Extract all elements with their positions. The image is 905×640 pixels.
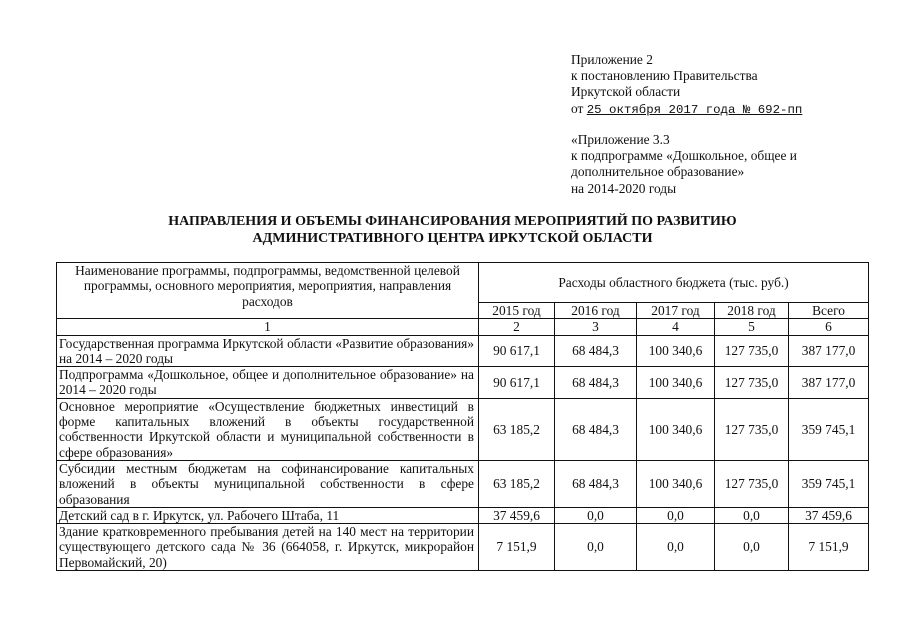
table-row	[57, 367, 869, 399]
row-name: Детский сад в г. Иркутск, ул. Рабочего Штаба, 11	[57, 507, 479, 523]
sub-appendix-line: к подпрограмме «Дошкольное, общее и	[571, 148, 797, 164]
sub-appendix-line: на 2014-2020 годы	[571, 180, 677, 196]
table-row	[57, 398, 869, 460]
row-total: 387 177,0	[789, 367, 869, 399]
row-value: 0,0	[637, 507, 715, 523]
header-total: Всего	[789, 303, 869, 319]
row-value: 0,0	[555, 524, 637, 571]
row-value: 0,0	[637, 524, 715, 571]
appendix-date	[571, 101, 802, 118]
column-index: 6	[789, 319, 869, 335]
table-row	[57, 507, 869, 523]
row-total: 387 177,0	[789, 335, 869, 367]
date-value: 25 октября 2017 года № 692-пп	[586, 102, 803, 117]
row-value: 63 185,2	[479, 460, 555, 507]
row-value: 7 151,9	[479, 524, 555, 571]
row-value: 127 735,0	[715, 398, 789, 460]
document-title	[0, 213, 905, 247]
row-value: 63 185,2	[479, 398, 555, 460]
appendix-line: Приложение 2	[571, 52, 653, 67]
row-value: 127 735,0	[715, 367, 789, 399]
row-value: 0,0	[715, 524, 789, 571]
row-name: Подпрограмма «Дошкольное, общее и дополнительное образование» на 2014 – 2020 годы	[57, 367, 479, 399]
row-name: Государственная программа Иркутской области «Развитие образования» на 2014 – 2020 годы	[57, 335, 479, 367]
column-index: 2	[479, 319, 555, 335]
row-total: 37 459,6	[789, 507, 869, 523]
sub-appendix-line: дополнительное образование»	[571, 164, 745, 180]
row-value: 37 459,6	[479, 507, 555, 523]
row-value: 100 340,6	[637, 367, 715, 399]
appendix-line: Иркутской области	[571, 84, 681, 100]
row-name: Здание кратковременного пребывания детей на 140 мест на территории существующего детского сада № 36 (664058, г. Иркутск, микрорайон Первомайский, 20)	[57, 524, 479, 571]
row-name: Основное мероприятие «Осуществление бюджетных инвестиций в форме капитальных вложений в объекты государственной собственности Иркутской области и муниципальной собственности в сфере образования»	[57, 398, 479, 460]
row-value: 100 340,6	[637, 398, 715, 460]
row-value: 0,0	[555, 507, 637, 523]
row-value: 68 484,3	[555, 460, 637, 507]
date-prefix: от	[571, 100, 587, 116]
row-value: 100 340,6	[637, 335, 715, 367]
row-value: 68 484,3	[555, 335, 637, 367]
title-line: АДМИНИСТРАТИВНОГО ЦЕНТРА ИРКУТСКОЙ ОБЛАСТИ	[252, 231, 653, 246]
row-value: 127 735,0	[715, 460, 789, 507]
row-total: 359 745,1	[789, 460, 869, 507]
column-index: 1	[57, 319, 479, 335]
sub-appendix-line: «Приложение 3.3	[571, 132, 670, 147]
row-name: Субсидии местным бюджетам на софинансирование капитальных вложений в объекты муниципальной собственности в сфере образования	[57, 460, 479, 507]
sub-appendix-header	[571, 132, 797, 197]
row-value: 127 735,0	[715, 335, 789, 367]
column-index: 3	[555, 319, 637, 335]
appendix-header	[571, 52, 802, 118]
financing-table	[56, 262, 869, 571]
appendix-line: к постановлению Правительства	[571, 68, 758, 84]
row-value: 0,0	[715, 507, 789, 523]
table-row	[57, 335, 869, 367]
row-total: 7 151,9	[789, 524, 869, 571]
table-row	[57, 460, 869, 507]
title-line: НАПРАВЛЕНИЯ И ОБЪЕМЫ ФИНАНСИРОВАНИЯ МЕРОПРИЯТИЙ ПО РАЗВИТИЮ	[168, 214, 737, 229]
row-value: 68 484,3	[555, 367, 637, 399]
row-value: 90 617,1	[479, 367, 555, 399]
header-year: 2016 год	[555, 303, 637, 319]
column-index: 4	[637, 319, 715, 335]
column-index: 5	[715, 319, 789, 335]
header-year: 2015 год	[479, 303, 555, 319]
header-year: 2017 год	[637, 303, 715, 319]
header-name: Наименование программы, подпрограммы, ведомственной целевой программы, основного мероприятия, мероприятия, направления расходов	[57, 263, 479, 319]
row-value: 100 340,6	[637, 460, 715, 507]
header-year: 2018 год	[715, 303, 789, 319]
row-total: 359 745,1	[789, 398, 869, 460]
row-value: 90 617,1	[479, 335, 555, 367]
table-row	[57, 524, 869, 571]
header-budget: Расходы областного бюджета (тыс. руб.)	[479, 263, 869, 303]
row-value: 68 484,3	[555, 398, 637, 460]
